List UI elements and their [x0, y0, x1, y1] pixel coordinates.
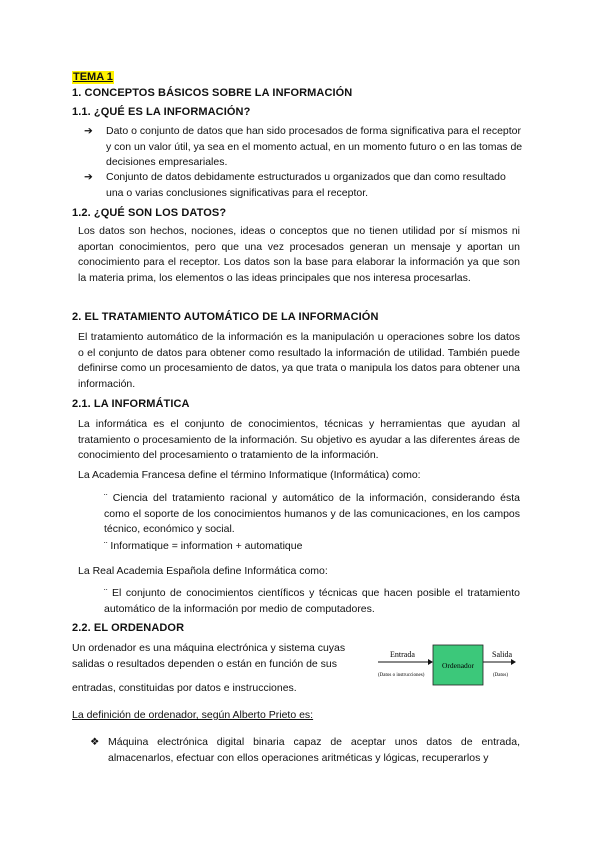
heading-1: 1. CONCEPTOS BÁSICOS SOBRE LA INFORMACIÓN — [72, 87, 353, 99]
heading-1-1: 1.1. ¿QUÉ ES LA INFORMACIÓN? — [72, 106, 251, 118]
entrada-sub-label: (Datos o instrucciones) — [378, 673, 425, 678]
tema-label: TEMA 1 — [73, 71, 113, 83]
arrow-bullet-icon: ➔ — [84, 125, 93, 137]
heading-2: 2. EL TRATAMIENTO AUTOMÁTICO DE LA INFORMACIÓN — [72, 311, 379, 323]
arrow-bullet-icon: ➔ — [84, 171, 93, 183]
heading-2-2: 2.2. EL ORDENADOR — [72, 622, 185, 634]
diamond-bullet-icon: ❖ — [90, 736, 100, 748]
quote-rae: ¨ El conjunto de conocimientos científicos y técnicas que hacen posible el tratamiento automático de la información por medio de computadores. — [104, 587, 520, 615]
paragraph-datos: Los datos son hechos, nociones, ideas o conceptos que no tienen utilidad por sí mismos ni aportan conocimientos, pero que una vez procesados generan un mensaje y aportan un conocimiento para el receptor. Los datos son la base para elaborar la información ya que son la materia prima, los elementos o las ideas principales que nos interesa procesarlas. — [78, 225, 520, 284]
paragraph-informatica: La informática es el conjunto de conocimientos, técnicas y herramientas que ayudan al tratamiento o procesamiento de la información. Su objetivo es ayudar a las diferentes áreas de conocimiento del procesamiento o tratamiento de la información. — [78, 418, 520, 461]
heading-1-2: 1.2. ¿QUÉ SON LOS DATOS? — [72, 207, 227, 219]
bullet-text-2: Conjunto de datos debidamente estructurados u organizados que dan como resultado una o varias conclusiones significativas para el receptor. — [106, 171, 506, 199]
input-arrow-head-icon — [428, 659, 433, 665]
entrada-label: Entrada — [390, 650, 415, 659]
salida-label: Salida — [492, 650, 512, 659]
ordenador-diagram — [376, 640, 518, 690]
quote-francesa: ¨ Ciencia del tratamiento racional y automático de la información, considerando ésta como el soporte de los conocimientos humanos y de las comunicaciones, en los campos técnico, económico y social. — [104, 492, 520, 535]
paragraph-rae: La Real Academia Española define Informática como: — [78, 565, 328, 577]
paragraph-academia-francesa: La Academia Francesa define el término Informatique (Informática) como: — [78, 469, 421, 481]
paragraph-ordenador-2: entradas, constituidas por datos e instrucciones. — [72, 682, 297, 694]
paragraph-ordenador-1: Un ordenador es una máquina electrónica y sistema cuyas salidas o resultados dependen o están en función de sus — [72, 642, 346, 670]
diagram-svg — [376, 640, 518, 690]
heading-2-1: 2.1. LA INFORMÁTICA — [72, 398, 190, 410]
paragraph-tratamiento: El tratamiento automático de la información es la manipulación u operaciones sobre los datos o el conjunto de datos para obtener como resultado la información de utilidad. También puede definirse como un procesamiento de datos, ya que trata o manipula los datos para obtener una información. — [78, 331, 520, 390]
bullet-text-1: Dato o conjunto de datos que han sido procesados de forma significativa para el receptor y con un valor útil, ya sea en el momento actual, en un momento futuro o en las tomas de decisiones empresariales. — [106, 125, 523, 168]
ordenador-label: Ordenador — [441, 661, 475, 670]
output-arrow-head-icon — [511, 659, 516, 665]
salida-sub-label: (Datos) — [493, 673, 508, 678]
quote-informatique: ¨ Informatique = information + automatique — [104, 540, 303, 552]
paragraph-definicion-prieto: La definición de ordenador, según Alberto Prieto es: — [72, 709, 314, 721]
bullet-text-prieto: Máquina electrónica digital binaria capaz de aceptar unos datos de entrada, almacenarlos, efectuar con ellos operaciones aritméticas y lógicas, recuperarlos y — [108, 736, 520, 764]
